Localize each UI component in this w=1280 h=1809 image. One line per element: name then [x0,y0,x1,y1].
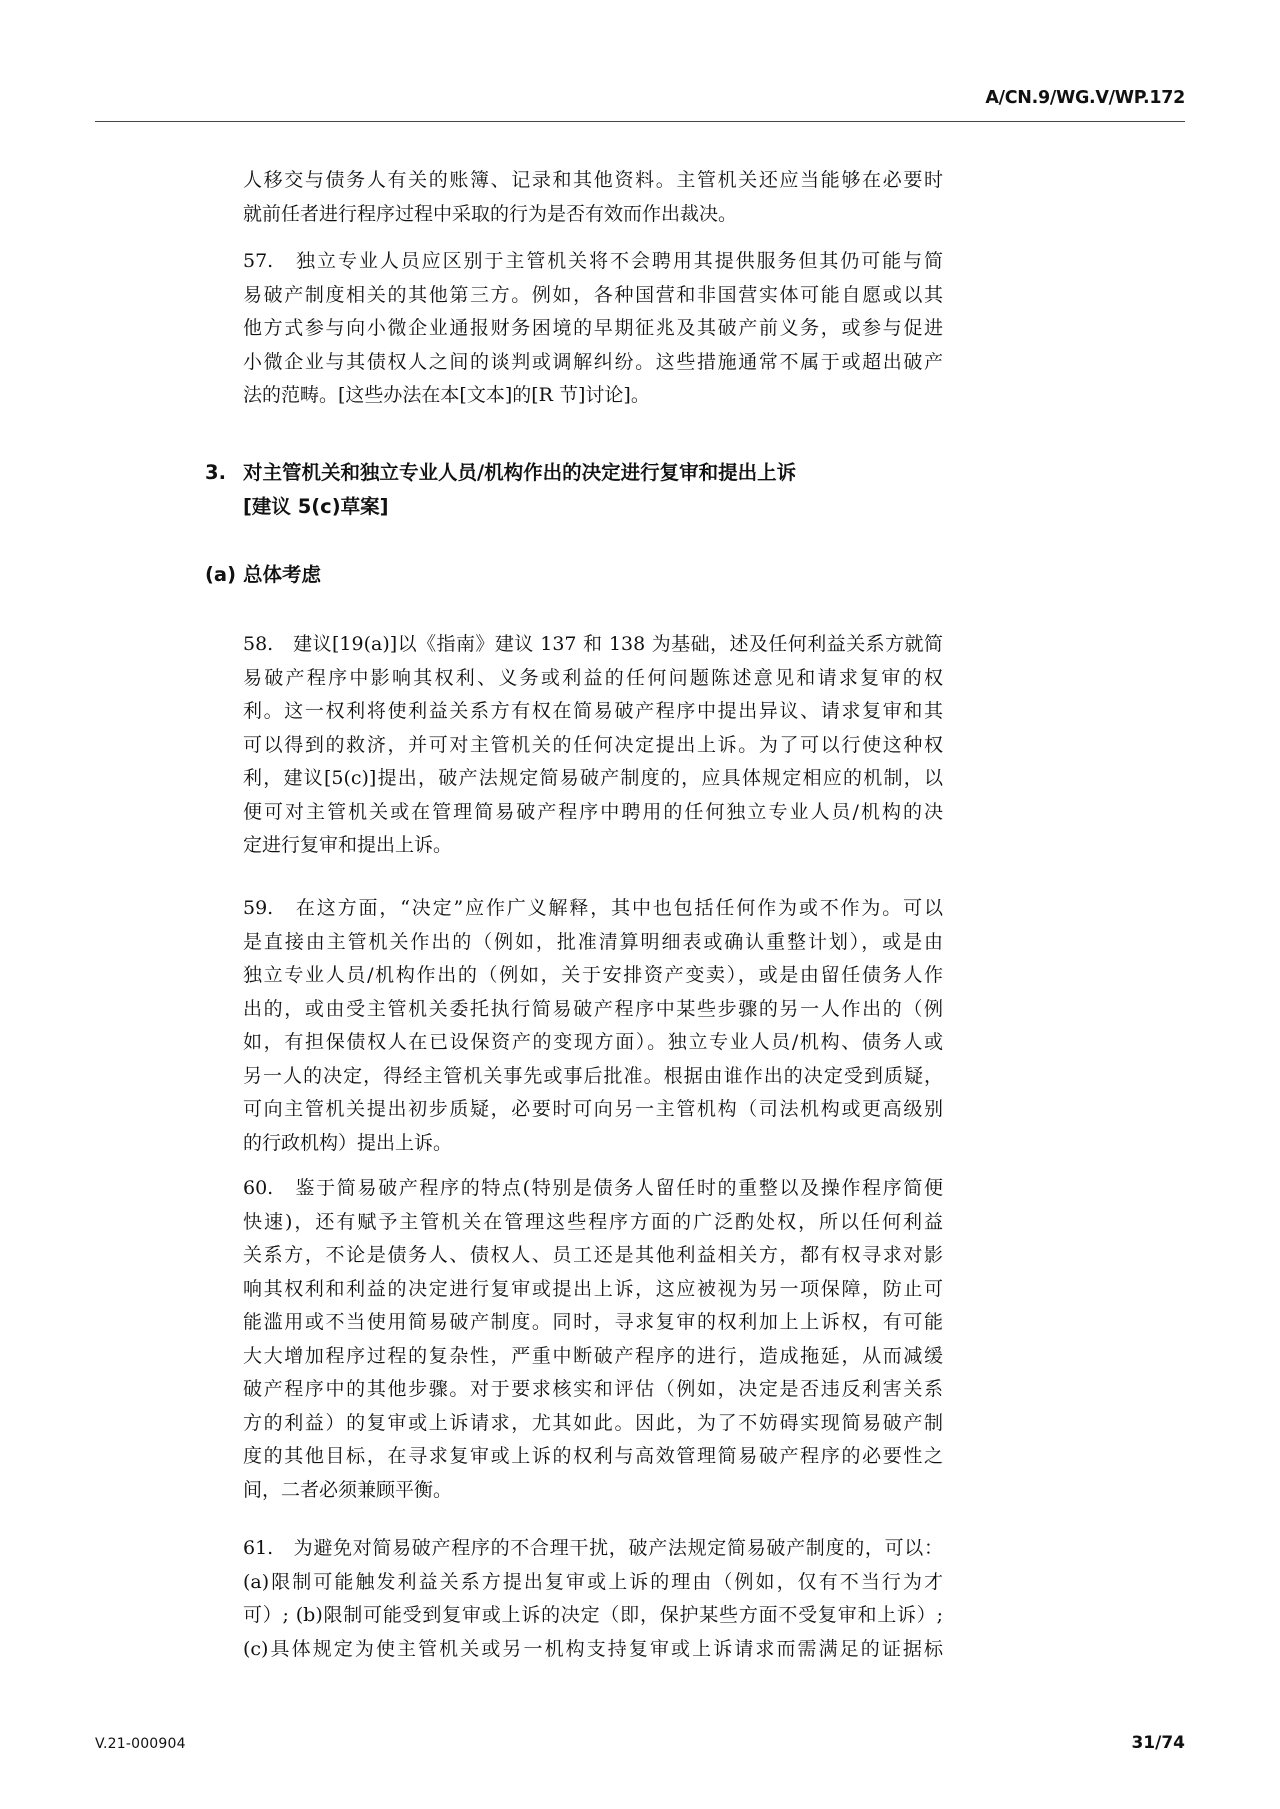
text-line: 易破产制度相关的其他第三方。例如，各种国营和非国营实体可能自愿或以其 [243,283,943,306]
text-line: 出的，或由受主管机关委托执行简易破产程序中某些步骤的另一人作出的（例 [243,997,943,1020]
section-3-title [243,456,943,524]
text-line: 可）; (b)限制可能受到复审或上诉的决定（即，保护某些方面不受复审和上诉）; [243,1604,943,1626]
subsection-a-number: (a) [205,563,236,586]
text-line: 关系方，不论是债务人、债权人、员工还是其他利益相关方，都有权寻求对影 [243,1244,943,1266]
text-line: 利，建议[5(c)]提出，破产法规定简易破产制度的，应具体规定相应的机制，以 [243,767,943,789]
text-line: [建议 5(c)草案] [243,495,389,518]
text-line: 他方式参与向小微企业通报财务困境的早期征兆及其破产前义务，或参与促进 [243,317,943,339]
text-line: 响其权利和利益的决定进行复审或提出上诉，这应被视为另一项保障，防止可 [243,1277,943,1300]
text-line: 破产程序中的其他步骤。对于要求核实和评估（例如，决定是否违反利害关系 [243,1378,943,1400]
header-divider [95,121,1185,122]
text-line: 便可对主管机关或在管理简易破产程序中聘用的任何独立专业人员/机构的决 [243,800,943,823]
text-line: 另一人的决定，得经主管机关事先或事后批准。根据由谁作出的决定受到质疑， [243,1064,943,1087]
paragraph-61 [243,1532,943,1666]
text-line: 如，有担保债权人在已设保资产的变现方面）。独立专业人员/机构、债务人或 [243,1031,943,1053]
text-line: 易破产程序中影响其权利、义务或利益的任何问题陈述意见和请求复审的权 [243,666,943,689]
text-line: 61. 为避免对简易破产程序的不合理干扰，破产法规定简易破产制度的，可以： [243,1537,943,1559]
text-line: 法的范畴。[这些办法在本[文本]的[R 节]讨论]。 [243,384,650,406]
text-line: 度的其他目标，在寻求复审或上诉的权利与高效管理简易破产程序的必要性之 [243,1445,943,1467]
text-line: 的行政机构）提出上诉。 [243,1131,453,1154]
text-line: 57. 独立专业人员应区别于主管机关将不会聘用其提供服务但其仍可能与简 [243,250,943,272]
text-line: 58. 建议[19(a)]以《指南》建议 137 和 138 为基础，述及任何利益关系方就简 [243,633,943,655]
text-line: (c)具体规定为使主管机关或另一机构支持复审或上诉请求而需满足的证据标 [243,1637,943,1660]
subsection-a-title: 总体考虑 [243,563,322,586]
paragraph-58 [243,628,943,863]
paragraph-56-continuation [243,164,943,231]
text-line: 间，二者必须兼顾平衡。 [243,1478,453,1501]
text-line: 快速)，还有赋予主管机关在管理这些程序方面的广泛酌处权，所以任何利益 [243,1210,943,1233]
text-line: 可向主管机关提出初步质疑，必要时可向另一主管机构（司法机构或更高级别 [243,1098,943,1120]
document-footer [95,1733,1185,1753]
text-line: 是直接由主管机关作出的（例如，批准清算明细表或确认重整计划），或是由 [243,930,943,953]
document-symbol: A/CN.9/WG.V/WP.172 [985,88,1185,108]
text-line: 利。这一权利将使利益关系方有权在简易破产程序中提出异议、请求复审和其 [243,700,943,722]
paragraph-59 [243,892,943,1160]
paragraph-57 [243,245,943,413]
document-number: V.21-000904 [95,1736,186,1752]
page-number: 31/74 [1131,1733,1185,1753]
text-line: 能滥用或不当使用简易破产制度。同时，寻求复审的权利加上上诉权，有可能 [243,1311,943,1333]
text-line: 小微企业与其债权人之间的谈判或调解纠纷。这些措施通常不属于或超出破产 [243,350,943,373]
text-line: 就前任者进行程序过程中采取的行为是否有效而作出裁决。 [243,202,738,225]
section-3-number: 3. [205,461,226,484]
section-3-heading [205,456,943,524]
subsection-a-heading [205,558,943,592]
text-line: 对主管机关和独立专业人员/机构作出的决定进行复审和提出上诉 [243,461,797,484]
text-line: 独立专业人员/机构作出的（例如，关于安排资产变卖），或是由留任债务人作 [243,964,943,986]
text-line: 人移交与债务人有关的账簿、记录和其他资料。主管机关还应当能够在必要时 [243,169,943,191]
text-line: 可以得到的救济，并可对主管机关的任何决定提出上诉。为了可以行使这种权 [243,733,943,756]
text-line: 60. 鉴于简易破产程序的特点(特别是债务人留任时的重整以及操作程序简便 [243,1177,943,1199]
text-line: 定进行复审和提出上诉。 [243,834,453,856]
paragraph-60 [243,1172,943,1507]
text-line: 方的利益）的复审或上诉请求，尤其如此。因此，为了不妨碍实现简易破产制 [243,1411,943,1434]
text-line: 59. 在这方面，“决定”应作广义解释，其中也包括任何作为或不作为。可以 [243,897,943,919]
document-header [95,88,1185,108]
text-line: 大大增加程序过程的复杂性，严重中断破产程序的进行，造成拖延，从而减缓 [243,1344,943,1367]
text-line: (a)限制可能触发利益关系方提出复审或上诉的理由（例如，仅有不当行为才 [243,1570,943,1593]
